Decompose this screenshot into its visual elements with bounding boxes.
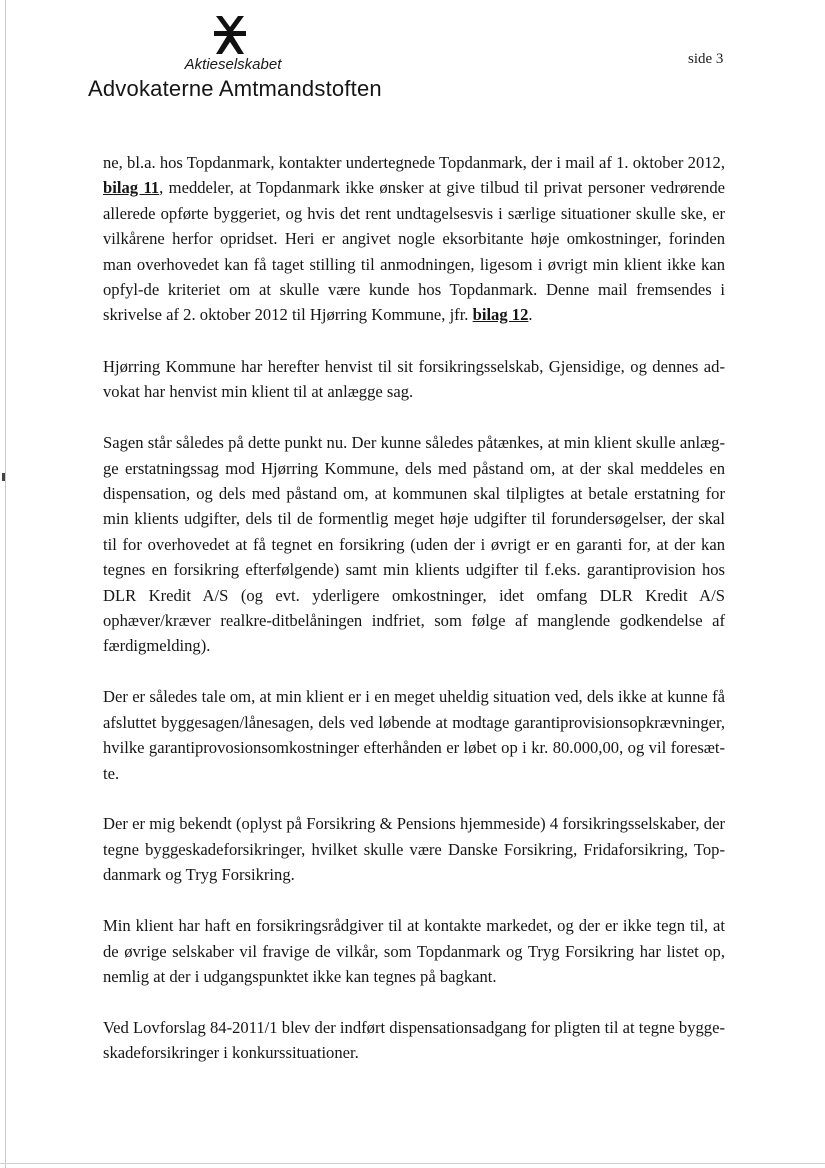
paragraph-1	[103, 150, 725, 328]
paragraph-1-text-b: , meddeler, at Topdanmark ikke ønsker at give tilbud til privat personer vedrørende allerede opførte byggeriet, og hvis det rent undtagelsesvis i særlige situationer skulle ske, er vilkårene herfor opridset. Heri er angivet nogle eksorbitante høje omkostninger, forinden man overhovedet kan få taget stilling til anmodningen, ligesom i øvrigt min klient ikke kan opfyl-de kriteriet om at skulle være kunde hos Topdanmark. Denne mail fremsendes i skrivelse af 2. oktober 2012 til Hjørring Kommune, jfr.	[103, 178, 725, 325]
page-number: side 3	[688, 51, 724, 67]
paragraph-7: Ved Lovforslag 84-2011/1 blev der indført dispensationsadgang for pligten til at tegne bygge-skadeforsikringer i konkurssituationer.	[103, 1017, 725, 1063]
bilag-11-reference: bilag 11	[103, 178, 160, 198]
paragraph-2: Hjørring Kommune har herefter henvist til sit forsikringsselskab, Gjensidige, og dennes ad-vokat har henvist min klient til at anlægge sag.	[103, 356, 725, 402]
scan-edge-line	[5, 0, 6, 1168]
paragraph-3: Sagen står således på dette punkt nu. Der kunne således påtænkes, at min klient skulle anlæg-ge erstatningssag mod Hjørring Kommune, dels med påstand om, at der skal meddeles en dispensation, og dels med påstand om, at kommunen skal tilpligtes at betale erstatning for min klients udgifter, dels til de formentlig meget høje udgifter til forundersøgelser, der skal til for overhovedet at få tegnet en forsikring (uden der i øvrigt er en garanti for, at der kan tegnes en forsikring efterfølgende) samt min klients udgifter til f.eks. garantiprovision hos DLR Kredit A/S (og evt. yderligere omkostninger, idet omfang DLR Kredit A/S ophæver/kræver realkre-ditbelåningen indfriet, som følge af manglende godkendelse af færdigmelding).	[103, 433, 725, 656]
company-name: Advokaterne Amtmandstoften	[88, 76, 382, 101]
paragraph-1-text-c: .	[528, 305, 533, 325]
company-subtitle: Aktieselskabet	[184, 56, 282, 73]
paragraph-5: Der er mig bekendt (oplyst på Forsikring & Pensions hjemmeside) 4 forsikringsselskaber, der tegne byggeskadeforsikringer, hvilket skulle være Danske Forsikring, Fridaforsikring, Top-danmark og Tryg Forsikring.	[103, 814, 725, 885]
scan-bottom-line	[0, 1163, 825, 1164]
letter-body	[103, 150, 725, 1091]
advokat-logo-icon	[212, 14, 248, 56]
bilag-12-reference: bilag 12	[472, 305, 529, 325]
paragraph-1-text-a: ne, bl.a. hos Topdanmark, kontakter undertegnede Topdanmark, der i mail af 1. oktober 2012,	[103, 153, 725, 172]
paragraph-6: Min klient har haft en forsikringsrådgiver til at kontakte markedet, og der er ikke tegn til, at de øvrige selskaber vil fravige de vilkår, som Topdanmark og Tryg Forsikring har listet op, nemlig at der i udgangspunktet ikke kan tegnes på bagkant.	[103, 916, 725, 986]
paragraph-4: Der er således tale om, at min klient er i en meget uheldig situation ved, dels ikke at kunne få afsluttet byggesagen/lånesagen, dels ved løbende at modtage garantiprovisionsopkrævninger, hvilke garantiprovosionsomkostninger efterhånden er løbet op i kr. 80.000,00, og vil foresæt-te.	[103, 687, 725, 783]
scan-edge-mark	[2, 473, 5, 481]
